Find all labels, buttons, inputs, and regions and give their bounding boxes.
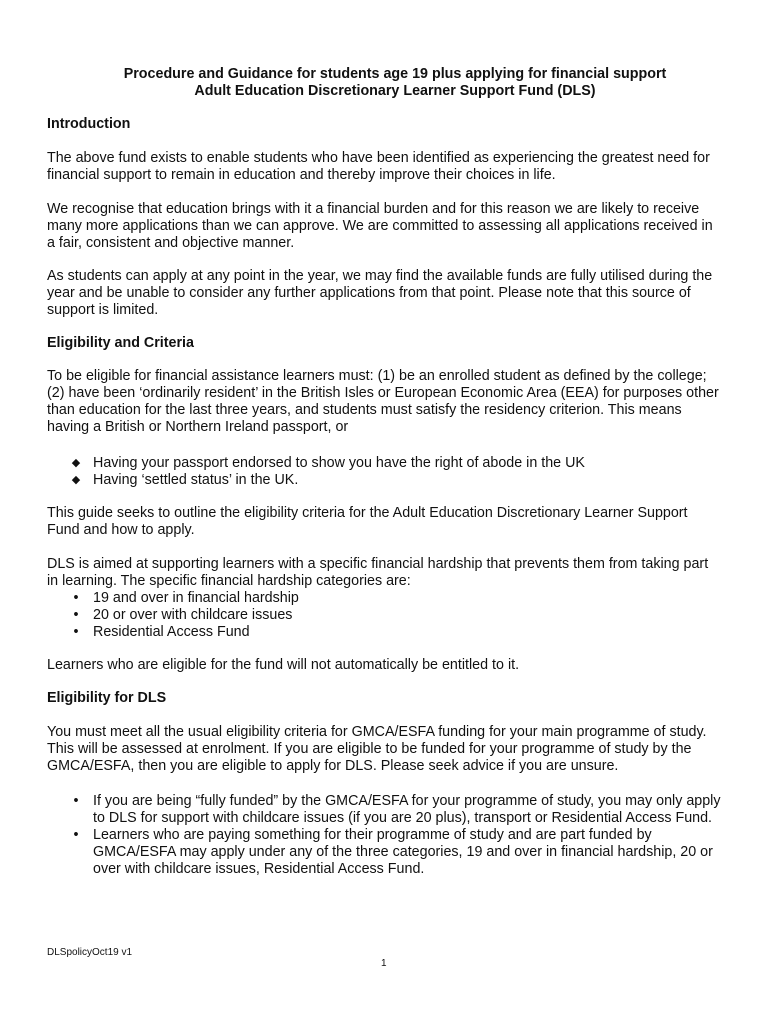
list-item-text: Residential Access Fund — [93, 624, 250, 640]
eligibility-criteria-heading: Eligibility and Criteria — [47, 335, 194, 351]
list-item-text: If you are being “fully funded” by the GMCA/ESFA for your programme of study, you may only apply to DLS for support with childcare issues (if you are 20 plus), transport or Residential Access Fund. — [93, 793, 721, 826]
list-item — [47, 472, 723, 489]
document-title-line-1: Procedure and Guidance for students age 19 plus applying for financial support — [123, 66, 667, 82]
list-item — [47, 455, 723, 472]
document-page — [47, 66, 723, 878]
dot-bullet-icon: • — [73, 793, 79, 809]
hardship-categories-list — [47, 590, 723, 641]
list-item-text: Having ‘settled status’ in the UK. — [93, 472, 299, 488]
funding-rules-list — [47, 793, 723, 878]
list-item — [47, 827, 723, 878]
eligibility-criteria-paragraph-3: DLS is aimed at supporting learners with a specific financial hardship that prevents them from taking part in learning. The specific financial hardship categories are: — [47, 556, 709, 589]
eligibility-criteria-paragraph-1: To be eligible for financial assistance learners must: (1) be an enrolled student as defined by the college; (2) have been ‘ordinarily resident’ in the British Isles or European Economic Area (EEA) for purposes other than education for the last three years, and students must satisfy the residency criterion. This means having a British or Northern Ireland passport, or — [47, 368, 719, 435]
page-number: 1 — [381, 958, 387, 969]
dot-bullet-icon: • — [73, 590, 79, 606]
dot-bullet-icon: • — [73, 827, 79, 843]
eligibility-dls-heading: Eligibility for DLS — [47, 690, 167, 706]
list-item-text: 20 or over with childcare issues — [93, 607, 293, 623]
diamond-bullet-icon: ◆ — [71, 474, 81, 486]
list-item — [47, 607, 723, 624]
eligibility-criteria-paragraph-2: This guide seeks to outline the eligibility criteria for the Adult Education Discretionary Learner Support Fund and how to apply. — [47, 505, 688, 538]
list-item-text: Having your passport endorsed to show you have the right of abode in the UK — [93, 455, 585, 471]
eligibility-criteria-paragraph-4: Learners who are eligible for the fund will not automatically be entitled to it. — [47, 657, 520, 673]
dot-bullet-icon: • — [73, 624, 79, 640]
residency-list — [47, 455, 723, 489]
list-item — [47, 590, 723, 607]
document-reference-code: DLSpolicyOct19 v1 — [47, 947, 133, 958]
introduction-paragraph-3: As students can apply at any point in the year, we may find the available funds are fully utilised during the year and be unable to consider any further applications from that point. Please note that this source of support is limited. — [47, 268, 713, 318]
list-item-text: 19 and over in financial hardship — [93, 590, 299, 606]
dot-bullet-icon: • — [73, 607, 79, 623]
introduction-heading: Introduction — [47, 116, 131, 132]
introduction-paragraph-2: We recognise that education brings with it a financial burden and for this reason we are likely to receive many more applications than we can approve. We are committed to assessing all applications received in a fair, consistent and objective manner. — [47, 201, 713, 251]
document-title-line-2: Adult Education Discretionary Learner Support Fund (DLS) — [194, 83, 596, 99]
list-item — [47, 624, 723, 641]
eligibility-dls-paragraph-1: You must meet all the usual eligibility criteria for GMCA/ESFA funding for your main programme of study. This will be assessed at enrolment. If you are eligible to be funded for your programme of study by the GMCA/ESFA, then you are eligible to apply for DLS. Please seek advice if you are unsure. — [47, 724, 707, 774]
list-item-text: Learners who are paying something for their programme of study and are part funded by GMCA/ESFA may apply under any of the three categories, 19 and over in financial hardship, 20 or over with childcare issues, Residential Access Fund. — [93, 827, 713, 877]
diamond-bullet-icon: ◆ — [71, 457, 81, 469]
introduction-paragraph-1: The above fund exists to enable students who have been identified as experiencing the greatest need for financial support to remain in education and thereby improve their choices in life. — [47, 150, 710, 183]
list-item — [47, 793, 723, 827]
